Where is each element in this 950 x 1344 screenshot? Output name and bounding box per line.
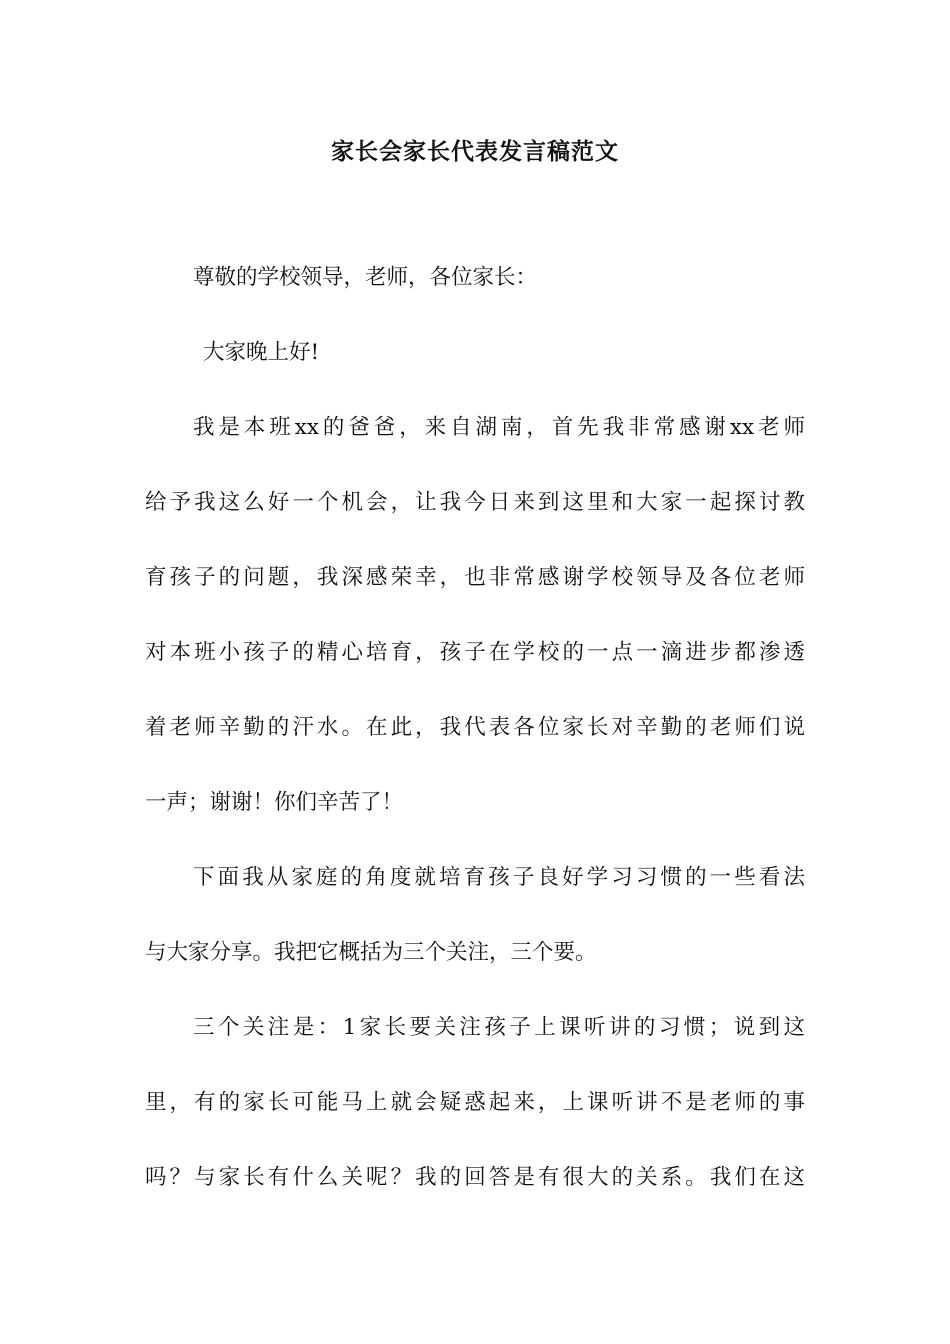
paragraph-1-line-1: 我是本班xx的爸爸，来自湖南，首先我非常感谢xx老师 <box>193 415 805 440</box>
paragraph-2-line-2: 与大家分享。我把它概括为三个关注，三个要。 <box>145 940 597 965</box>
paragraph-1-line-5: 着老师辛勤的汗水。在此，我代表各位家长对辛勤的老师们说 <box>145 715 805 740</box>
paragraph-3-line-3: 吗？与家长有什么关呢？我的回答是有很大的关系。我们在这 <box>145 1165 805 1190</box>
paragraph-3-line-2: 里，有的家长可能马上就会疑惑起来，上课听讲不是老师的事 <box>145 1090 805 1115</box>
greeting-line: 大家晚上好! <box>203 340 320 365</box>
document-title: 家长会家长代表发言稿范文 <box>331 139 619 165</box>
salutation-line: 尊敬的学校领导，老师，各位家长： <box>193 265 538 290</box>
paragraph-2-line-1: 下面我从家庭的角度就培育孩子良好学习习惯的一些看法 <box>193 865 805 890</box>
paragraph-1-line-2: 给予我这么好一个机会，让我今日来到这里和大家一起探讨教 <box>145 490 805 515</box>
paragraph-3-line-1: 三个关注是：1家长要关注孩子上课听讲的习惯；说到这 <box>193 1015 805 1040</box>
paragraph-1-line-3: 育孩子的问题，我深感荣幸，也非常感谢学校领导及各位老师 <box>145 565 805 590</box>
paragraph-1-line-4: 对本班小孩子的精心培育，孩子在学校的一点一滴进步都渗透 <box>145 640 805 665</box>
paragraph-1-line-6: 一声；谢谢！你们辛苦了！ <box>145 790 404 815</box>
document-body <box>145 255 805 1230</box>
